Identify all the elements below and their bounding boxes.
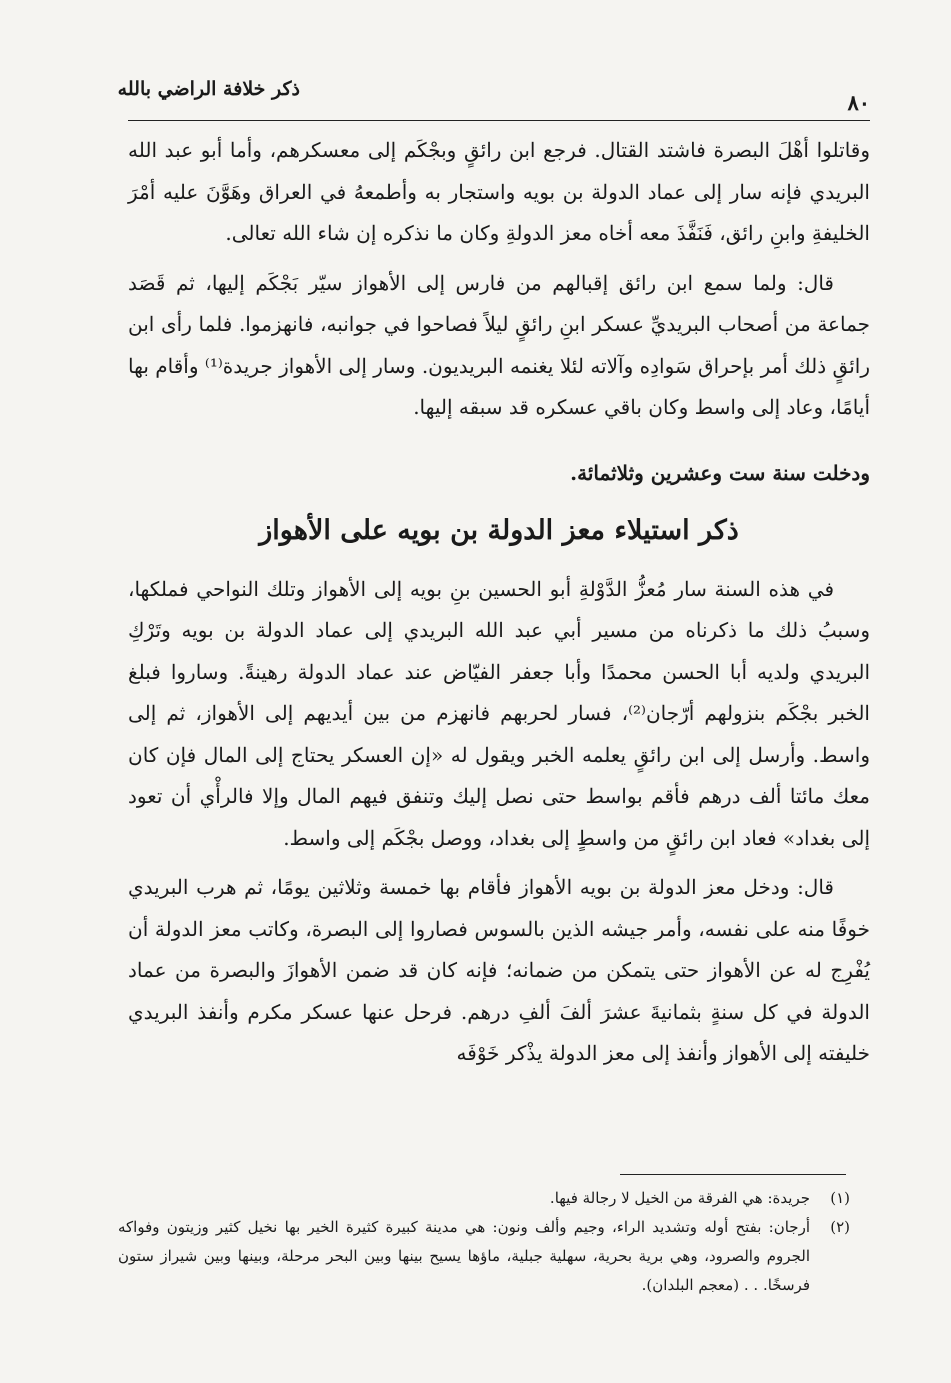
footnote-number: (٢) bbox=[830, 1218, 850, 1236]
paragraph: في هذه السنة سار مُعزُّ الدَّوْلةِ أبو الحسين بنِ بويه إلى الأهواز وتلك النواحي فملكها، وسببُ ذلك ما ذكرناه من مسير أبي عبد الله البريدي إلى عماد الدولة بن بويه وتَرْكِ البريدي ولديه أبا الحسن محمدًا وأبا جعفر الفيّاض عند عماد الدولة رهينةً. وساروا فبلغ الخبر بجْكَم بنزولهم أرّجان⁽²⁾، فسار لحربهم فانهزم من بين أيديهم إلى الأهواز، ثم إلى واسط. وأرسل إلى ابن رائقٍ يعلمه الخبر ويقول له «إن العسكر يحتاج إلى المال فإن كان معك مائتا ألف درهم فأقم بواسط حتى نصل إليك وتنفق فيهم المال وإلا فالرأْي أن تعود إلى بغداد» فعاد ابن رائقٍ من واسطٍ إلى بغداد، ووصل بجْكَم إلى واسط. bbox=[128, 576, 870, 850]
header-divider bbox=[128, 120, 870, 121]
footnote-text: أرجان: بفتح أوله وتشديد الراء، وجيم وألف ونون: هي مدينة كبيرة كثيرة الخير بها نخيل كثير وزيتون وفواكه الجروم والصرود، وهي برية بحرية، سهلية جبلية، ماؤها يسيح بينها وبين البحر مرحلة، وبينها وبين شيراز ستون فرسخًا. . . (معجم البلدان). bbox=[118, 1218, 810, 1294]
paragraph: قال: ودخل معز الدولة بن بويه الأهواز فأقام بها خمسة وثلاثين يومًا، ثم هرب البريدي خوفًا منه على نفسه، وأمر جيشه الذين بالسوس فصاروا إلى البصرة، وكاتب معز الدولة أن يُفْرِج له عن الأهواز حتى يتمكن من ضمانه؛ فإنه كان قد ضمن الأهوازَ والبصرة من عماد الدولة في كل سنةٍ بثمانيةَ عشرَ ألفَ ألفِ درهم. فرحل عنها عسكر مكرم وأنفذ البريدي خليفته إلى الأهواز وأنفذ إلى معز الدولة يذْكر خَوْفَه bbox=[128, 875, 870, 1065]
footnote-number: (١) bbox=[830, 1189, 850, 1207]
footnote bbox=[118, 1184, 850, 1213]
main-text bbox=[128, 130, 870, 1075]
footnote bbox=[118, 1213, 850, 1300]
running-header bbox=[117, 68, 870, 115]
paragraph: وقاتلوا أهْلَ البصرة فاشتد القتال. فرجع ابن رائقٍ وبجْكَم إلى معسكرهم، وأما أبو عبد الله البريدي فإنه سار إلى عماد الدولة بن بويه واستجار به وأطمعهُ في العراق وهَوَّنَ عليه أمْرَ الخليفةِ وابنِ رائق، فَنَفَّذَ معه أخاه معز الدولةِ وكان ما نذكره إن شاء الله تعالى. bbox=[128, 138, 870, 245]
paragraph: قال: ولما سمع ابن رائق إقبالهم من فارس إلى الأهواز سيّر بَجْكَم إليها، ثم قَصَد جماعة من أصحاب البريديِّ عسكر ابنِ رائقٍ ليلاً فصاحوا في جوانبه، فانهزموا. فلما رأى ابن رائقٍ ذلك أمر بإحراق سَوادِه وآلاته لئلا يغنمه البريديون. وسار إلى الأهواز جريدة⁽¹⁾ وأقام بها أيامًا، وعاد إلى واسط وكان باقي عسكره قد سبقه إليها. bbox=[128, 270, 870, 419]
running-title: ذكر خلافة الراضي بالله bbox=[117, 78, 300, 100]
section-heading: ذكر استيلاء معز الدولة بن بويه على الأهواز bbox=[259, 514, 739, 546]
footnote-divider bbox=[620, 1174, 846, 1175]
footnotes bbox=[118, 1184, 850, 1300]
footnote-text: جريدة: هي الفرقة من الخيل لا رجالة فيها. bbox=[549, 1189, 810, 1207]
year-line: ودخلت سنة ست وعشرين وثلاثمائة. bbox=[570, 460, 870, 485]
page-number: ٨٠ bbox=[847, 90, 870, 115]
